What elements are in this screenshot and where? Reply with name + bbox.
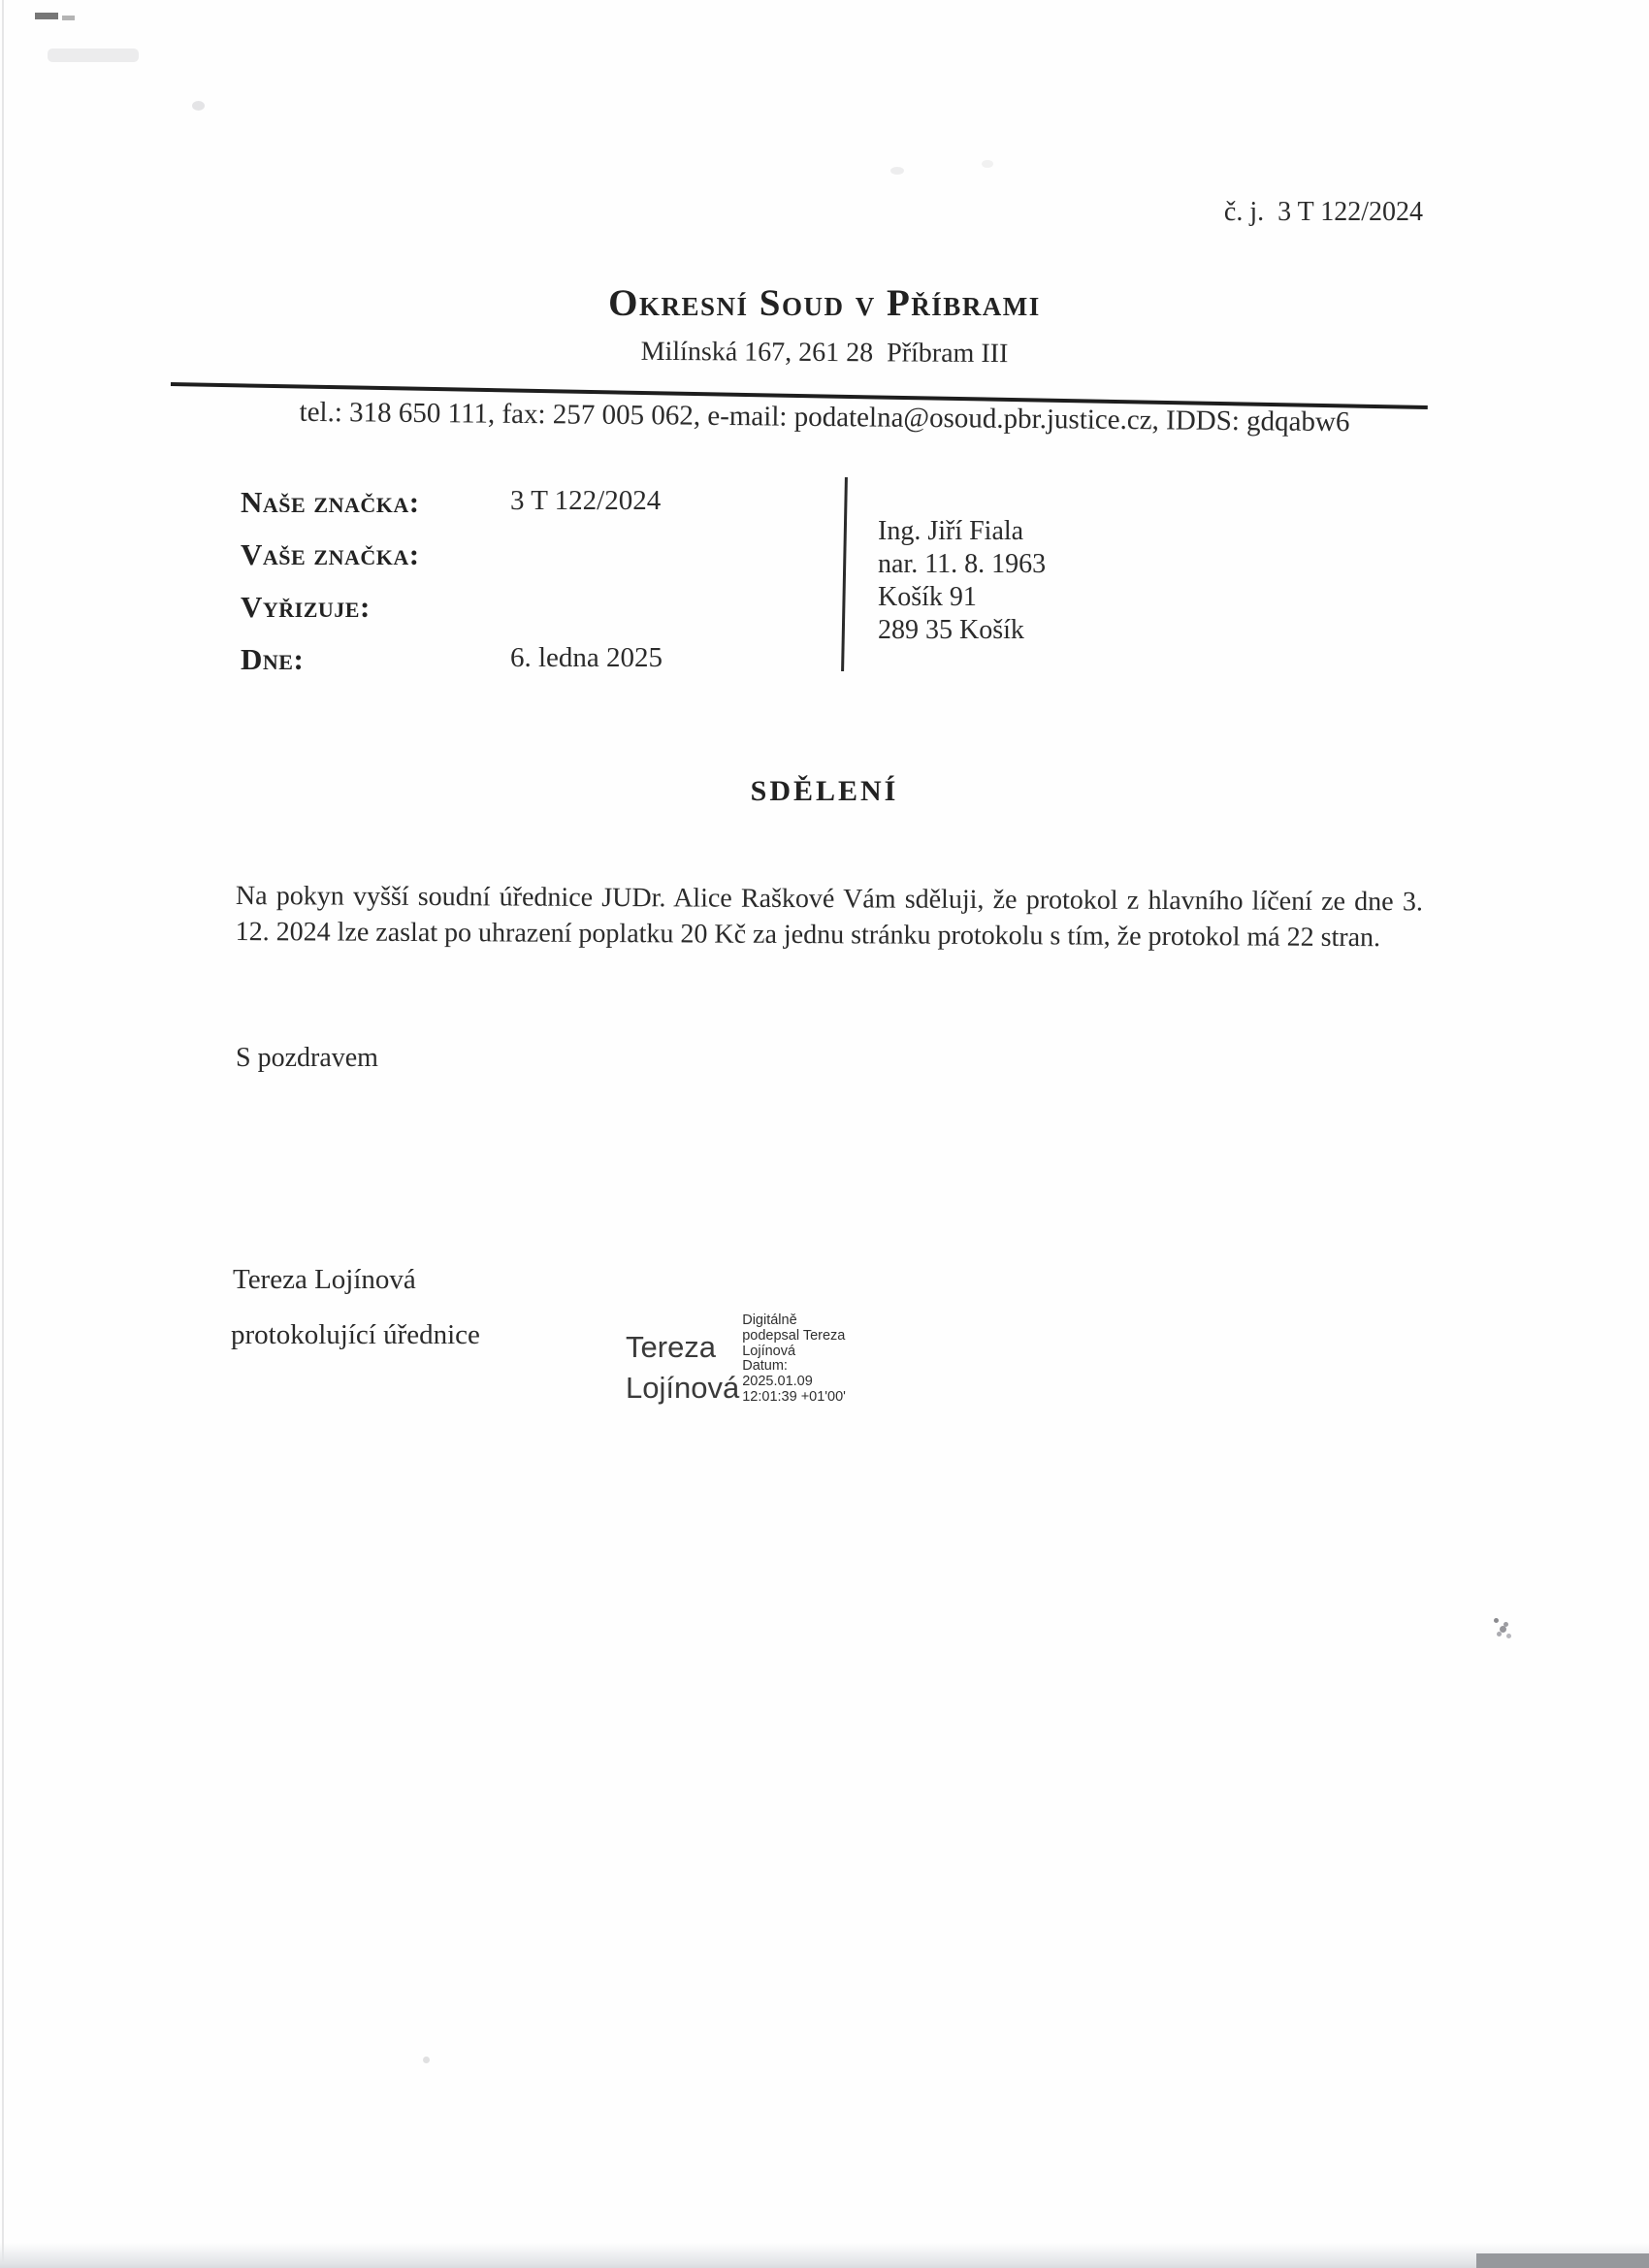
scan-artifact-corner-mark <box>62 16 75 20</box>
recipient-address-block <box>878 515 1046 647</box>
reference-row-vase-znacka <box>241 537 842 590</box>
reference-label: Dne: <box>241 642 305 676</box>
scan-artifact-speck <box>982 160 993 168</box>
reference-label: Vaše značka: <box>241 537 420 571</box>
digital-signature-detail-line: Digitálně <box>742 1312 797 1328</box>
digital-signature-stamp <box>626 1312 846 1409</box>
digital-signature-details <box>742 1312 846 1409</box>
scan-artifact-left-edge <box>2 0 4 2268</box>
scan-artifact-speck <box>423 2057 430 2063</box>
ink-speck <box>1494 1618 1499 1623</box>
scan-artifact-speck <box>890 167 904 175</box>
reference-row-dne <box>241 642 842 695</box>
digital-signature-detail-line: 12:01:39 +01'00' <box>742 1388 846 1405</box>
digital-signature-name <box>626 1312 739 1409</box>
vertical-divider-line <box>841 477 848 671</box>
body-paragraph: Na pokyn vyšší soudní úřednice JUDr. Alice Raškové Vám sděluji, že protokol z hlavního líčení ze dne 3. 12. 2024 lze zaslat po uhrazení poplatku 20 Kč za jednu stránku protokolu s tím, že protokol má 22 stran. <box>235 880 1423 954</box>
recipient-name: Ing. Jiří Fiala <box>878 516 1024 546</box>
court-contact-line: tel.: 318 650 111, fax: 257 005 062, e-mail: podatelna@osoud.pbr.justice.cz, IDDS: gdqabw6 <box>299 396 1350 438</box>
scan-artifact-bottom-shadow <box>0 2243 1649 2268</box>
reference-value: 3 T 122/2024 <box>510 485 662 516</box>
case-number: č. j. 3 T 122/2024 <box>1223 197 1423 227</box>
reference-label: Vyřizuje: <box>241 590 371 624</box>
digital-signature-name-line: Tereza <box>626 1330 717 1364</box>
reference-label: Naše značka: <box>241 485 420 519</box>
scan-artifact-bottom-corner <box>1476 2253 1649 2268</box>
digital-signature-name-line: Lojínová <box>626 1371 740 1405</box>
reference-value: 6. ledna 2025 <box>510 642 663 673</box>
digital-signature-detail-line: podepsal Tereza <box>742 1327 846 1344</box>
signer-role: protokolující úřednice <box>231 1319 480 1350</box>
recipient-city: 289 35 Košík <box>878 615 1024 645</box>
court-address: Milínská 167, 261 28 Příbram III <box>640 336 1009 370</box>
scan-artifact-smudge <box>192 101 205 111</box>
scan-artifact-corner-mark <box>35 13 58 19</box>
court-name-heading: Okresní Soud v Příbrami <box>608 282 1041 324</box>
subject-title: SDĚLENÍ <box>750 775 899 807</box>
scan-artifact-smudge <box>48 49 139 62</box>
digital-signature-detail-line: 2025.01.09 <box>742 1374 813 1390</box>
reference-block <box>241 485 842 695</box>
recipient-birthdate: nar. 11. 8. 1963 <box>878 549 1047 579</box>
digital-signature-detail-line: Datum: <box>742 1358 788 1375</box>
closing-salutation: S pozdravem <box>236 1043 378 1073</box>
reference-row-nase-znacka <box>241 485 842 537</box>
digital-signature-detail-line: Lojínová <box>742 1343 796 1359</box>
reference-row-vyrizuje <box>241 590 842 642</box>
recipient-street: Košík 91 <box>878 582 977 612</box>
signer-name: Tereza Lojínová <box>233 1264 416 1295</box>
